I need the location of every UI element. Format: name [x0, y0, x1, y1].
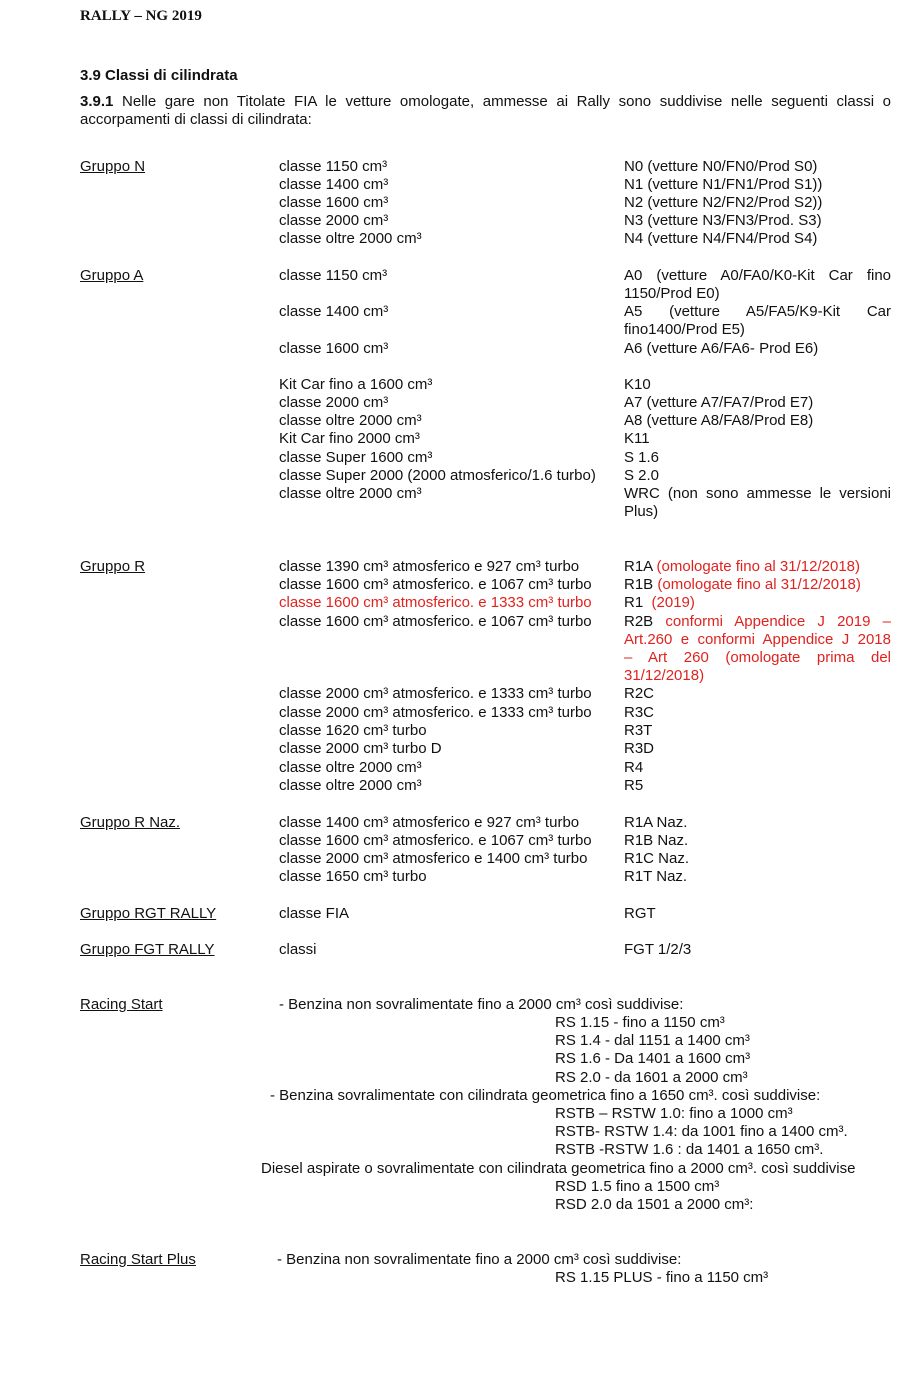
gruppo-r-note-0: (omologate fino al 31/12/2018) [656, 558, 861, 575]
gruppo-r-desc-3-l1: R2B conformi Appendice J 2019 – [624, 613, 891, 630]
racing-start-diesel-item-1: RSD 2.0 da 1501 a 2000 cm³: [555, 1196, 754, 1213]
gruppo-r-classe-1: classe 1600 cm³ atmosferico. e 1067 cm³ turbo [279, 576, 592, 593]
gruppo-r-naz-code-3: R1T Naz. [624, 868, 688, 885]
gruppo-r-classe-4: classe 2000 cm³ atmosferico. e 1333 cm³ turbo [279, 685, 592, 702]
gruppo-r-desc-3-l2: Art.260 e conformi Appendice J 2018 [624, 631, 891, 648]
gruppo-a-classe-6: Kit Car fino 2000 cm³ [279, 430, 420, 447]
gruppo-n-classe-3: classe 2000 cm³ [279, 212, 389, 229]
gruppo-n-label: Gruppo N [80, 158, 146, 175]
gruppo-n-classe-4: classe oltre 2000 cm³ [279, 230, 422, 247]
gruppo-rgt-classe: classe FIA [279, 905, 350, 922]
section-title: 3.9 Classi di cilindrata [80, 67, 238, 84]
gruppo-r-naz-classe-2: classe 2000 cm³ atmosferico e 1400 cm³ turbo [279, 850, 588, 867]
gruppo-a-desc-8: S 2.0 [624, 467, 660, 484]
racing-start-diesel-item-0: RSD 1.5 fino a 1500 cm³ [555, 1178, 720, 1195]
gruppo-r-classe-7: classe 2000 cm³ turbo D [279, 740, 442, 757]
gruppo-r-code-7: R3D [624, 740, 655, 757]
gruppo-a-desc-7: S 1.6 [624, 449, 660, 466]
gruppo-a-classe-1: classe 1400 cm³ [279, 303, 389, 320]
racing-start-plus-benzina-heading: - Benzina non sovralimentate fino a 2000 cm³ così suddivise: [277, 1251, 682, 1268]
gruppo-a-desc-2: A6 (vetture A6/FA6- Prod E6) [624, 340, 819, 357]
gruppo-a-desc-1-l2: fino1400/Prod E5) [624, 321, 745, 338]
gruppo-r-code-5: R3C [624, 704, 655, 721]
gruppo-r-naz-classe-0: classe 1400 cm³ atmosferico e 927 cm³ turbo [279, 814, 580, 831]
gruppo-rgt-code: RGT [624, 905, 656, 922]
gruppo-r-classe-2: classe 1600 cm³ atmosferico. e 1333 cm³ turbo [279, 594, 592, 611]
racing-start-plus-label: Racing Start Plus [80, 1251, 196, 1268]
gruppo-r-naz-code-1: R1B Naz. [624, 832, 689, 849]
gruppo-a-desc-3: K10 [624, 376, 651, 393]
gruppo-r-naz-classe-3: classe 1650 cm³ turbo [279, 868, 427, 885]
gruppo-r-note-2: (2019) [651, 594, 695, 611]
gruppo-r-desc-0 [624, 558, 860, 576]
gruppo-r-code-6: R3T [624, 722, 653, 739]
gruppo-n-desc-0: N0 (vetture N0/FN0/Prod S0) [624, 158, 818, 175]
gruppo-r-desc-3-l4: 31/12/2018) [624, 667, 705, 684]
gruppo-n-classe-0: classe 1150 cm³ [279, 158, 388, 175]
gruppo-r-code-9: R5 [624, 777, 644, 794]
racing-start-diesel-heading: Diesel aspirate o sovralimentate con cilindrata geometrica fino a 2000 cm³. così suddivise [261, 1160, 856, 1177]
gruppo-r-desc-2 [624, 594, 695, 612]
gruppo-r-code-0: R1A [624, 558, 653, 575]
gruppo-r-code-8: R4 [624, 759, 644, 776]
gruppo-r-desc-1 [624, 576, 861, 594]
gruppo-a-classe-0: classe 1150 cm³ [279, 267, 388, 284]
gruppo-a-desc-0-l2: 1150/Prod E0) [624, 285, 720, 302]
gruppo-r-classe-9: classe oltre 2000 cm³ [279, 777, 422, 794]
gruppo-n-desc-4: N4 (vetture N4/FN4/Prod S4) [624, 230, 818, 247]
gruppo-a-classe-4: classe 2000 cm³ [279, 394, 389, 411]
gruppo-n-desc-2: N2 (vetture N2/FN2/Prod S2)) [624, 194, 823, 211]
gruppo-r-naz-code-2: R1C Naz. [624, 850, 690, 867]
gruppo-a-desc-1-l1: A5 (vetture A5/FA5/K9-Kit Car [624, 303, 891, 320]
gruppo-fgt-code: FGT 1/2/3 [624, 941, 692, 958]
racing-start-plus-item-0: RS 1.15 PLUS - fino a 1150 cm³ [555, 1269, 769, 1286]
racing-start-label: Racing Start [80, 996, 163, 1013]
gruppo-a-desc-9-l2: Plus) [624, 503, 659, 520]
gruppo-r-code-2: R1 [624, 594, 644, 611]
gruppo-r-classe-6: classe 1620 cm³ turbo [279, 722, 427, 739]
gruppo-a-classe-5: classe oltre 2000 cm³ [279, 412, 422, 429]
gruppo-a-desc-9-l1: WRC (non sono ammesse le versioni [624, 485, 891, 502]
gruppo-r-classe-5: classe 2000 cm³ atmosferico. e 1333 cm³ turbo [279, 704, 592, 721]
gruppo-r-classe-3: classe 1600 cm³ atmosferico. e 1067 cm³ turbo [279, 613, 592, 630]
gruppo-a-classe-8: classe Super 2000 (2000 atmosferico/1.6 turbo) [279, 467, 596, 484]
gruppo-a-label: Gruppo A [80, 267, 144, 284]
gruppo-n-desc-3: N3 (vetture N3/FN3/Prod. S3) [624, 212, 822, 229]
section-intro-line1: 3.9.1 Nelle gare non Titolate FIA le vetture omologate, ammesse ai Rally sono suddivise nelle seguenti classi o [80, 93, 892, 110]
gruppo-r-code-1: R1B [624, 576, 654, 593]
racing-start-benzina-item-2: RS 1.6 - Da 1401 a 1600 cm³ [555, 1050, 751, 1067]
gruppo-r-naz-code-0: R1A Naz. [624, 814, 688, 831]
gruppo-n-desc-1: N1 (vetture N1/FN1/Prod S1)) [624, 176, 823, 193]
gruppo-fgt-classe: classi [279, 941, 317, 958]
racing-start-benzina-heading: - Benzina non sovralimentate fino a 2000 cm³ così suddivise: [279, 996, 684, 1013]
gruppo-r-naz-label: Gruppo R Naz. [80, 814, 181, 831]
doc-header-title: RALLY – NG 2019 [80, 8, 202, 24]
racing-start-sovral-item-0: RSTB – RSTW 1.0: fino a 1000 cm³ [555, 1105, 793, 1122]
gruppo-r-code-3: R2B [624, 613, 654, 630]
gruppo-n-classe-1: classe 1400 cm³ [279, 176, 389, 193]
section-number: 3.9.1 [80, 93, 114, 110]
gruppo-r-note-1: (omologate fino al 31/12/2018) [657, 576, 861, 593]
gruppo-n-classe-2: classe 1600 cm³ [279, 194, 389, 211]
gruppo-a-classe-9: classe oltre 2000 cm³ [279, 485, 422, 502]
gruppo-a-desc-4: A7 (vetture A7/FA7/Prod E7) [624, 394, 814, 411]
gruppo-r-classe-8: classe oltre 2000 cm³ [279, 759, 422, 776]
gruppo-a-desc-0-l1: A0 (vetture A0/FA0/K0-Kit Car fino [624, 267, 891, 284]
gruppo-r-classe-0: classe 1390 cm³ atmosferico e 927 cm³ turbo [279, 558, 580, 575]
gruppo-r-naz-classe-1: classe 1600 cm³ atmosferico. e 1067 cm³ turbo [279, 832, 592, 849]
gruppo-rgt-label: Gruppo RGT RALLY [80, 905, 217, 922]
racing-start-sovral-item-2: RSTB -RSTW 1.6 : da 1401 a 1650 cm³. [555, 1141, 824, 1158]
racing-start-sovral-heading: - Benzina sovralimentate con cilindrata geometrica fino a 1650 cm³. così suddivise: [270, 1087, 821, 1104]
gruppo-a-classe-3: Kit Car fino a 1600 cm³ [279, 376, 433, 393]
gruppo-fgt-label: Gruppo FGT RALLY [80, 941, 215, 958]
racing-start-benzina-item-1: RS 1.4 - dal 1151 a 1400 cm³ [555, 1032, 750, 1049]
racing-start-sovral-item-1: RSTB- RSTW 1.4: da 1001 fino a 1400 cm³. [555, 1123, 848, 1140]
gruppo-a-desc-6: K11 [624, 430, 650, 447]
section-intro-line2: accorpamenti di classi di cilindrata: [80, 111, 312, 128]
gruppo-r-desc-3-l3: – Art 260 (omologate prima del [624, 649, 891, 666]
gruppo-r-label: Gruppo R [80, 558, 146, 575]
gruppo-a-desc-5: A8 (vetture A8/FA8/Prod E8) [624, 412, 814, 429]
gruppo-a-classe-7: classe Super 1600 cm³ [279, 449, 433, 466]
racing-start-benzina-item-0: RS 1.15 - fino a 1150 cm³ [555, 1014, 725, 1031]
gruppo-a-classe-2: classe 1600 cm³ [279, 340, 389, 357]
gruppo-r-code-4: R2C [624, 685, 655, 702]
racing-start-benzina-item-3: RS 2.0 - da 1601 a 2000 cm³ [555, 1069, 748, 1086]
